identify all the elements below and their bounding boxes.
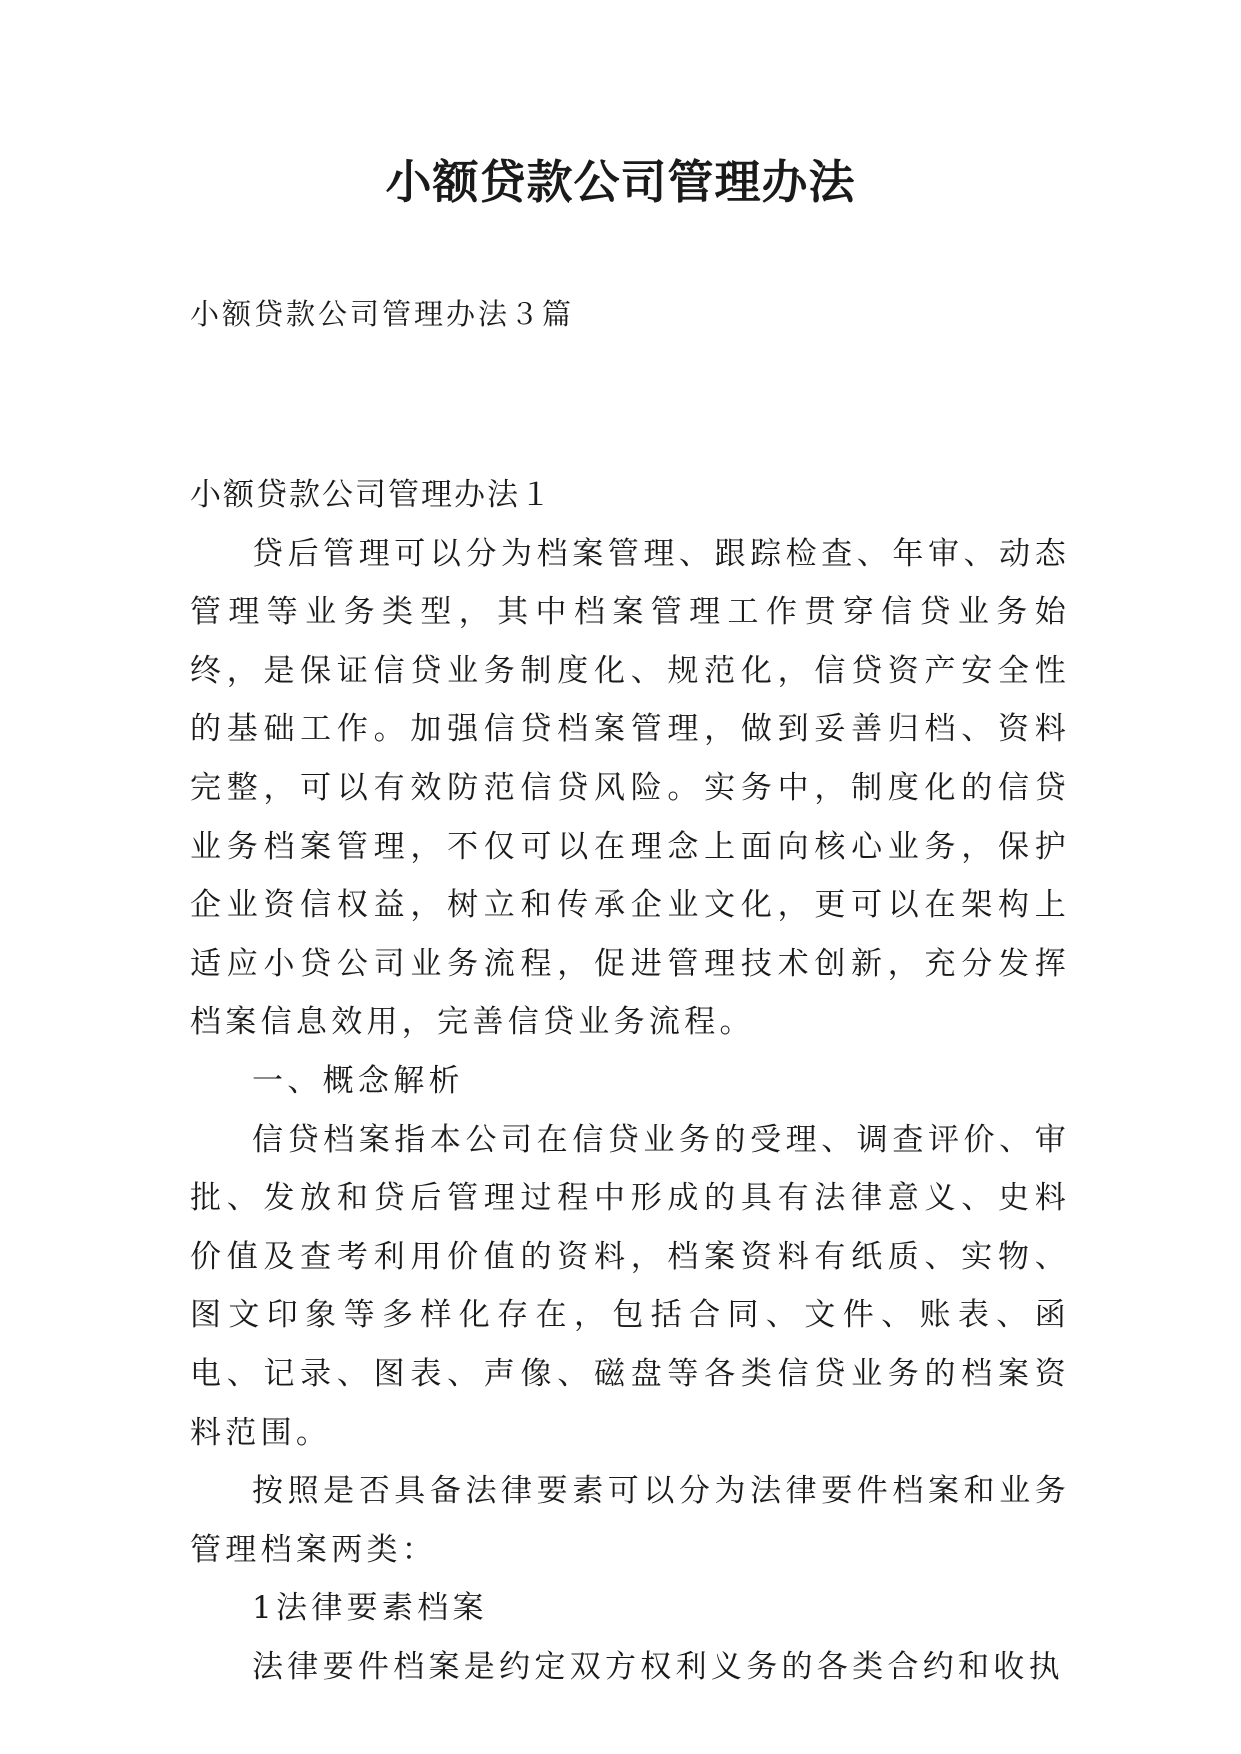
section-heading-concept: 一、概念解析 bbox=[252, 1062, 464, 1099]
document-subtitle: 小额贷款公司管理办法３篇 bbox=[190, 297, 575, 331]
section-title: 小额贷款公司管理办法１ bbox=[190, 477, 553, 513]
body-paragraph: 贷后管理可以分为档案管理、跟踪检查、年审、动态管理等业务类型，其中档案管理工作贯穿信贷业务始终，是保证信贷业务制度化、规范化，信贷资产安全性的基础工作。加强信贷档案管理，做到妥善归档、资料完整，可以有效防范信贷风险。实务中，制度化的信贷业务档案管理，不仅可以在理念上面向核心业务，保护企业资信权益，树立和传承企业文化，更可以在架构上适应小贷公司业务流程，促进管理技术创新，充分发挥档案信息效用，完善信贷业务流程。 bbox=[190, 535, 1070, 1041]
body-paragraph: 法律要件档案是约定双方权利义务的各类合约和收执 bbox=[252, 1648, 1064, 1685]
document-title: 小额贷款公司管理办法 bbox=[385, 155, 856, 209]
body-paragraph: 信贷档案指本公司在信贷业务的受理、调查评价、审批、发放和贷后管理过程中形成的具有法律意义、史料价值及查考利用价值的资料，档案资料有纸质、实物、图文印象等多样化存在，包括合同、文件、账表、函电、记录、图表、声像、磁盘等各类信贷业务的档案资料范围。 bbox=[190, 1121, 1070, 1451]
document-body bbox=[190, 466, 1070, 1696]
subsection-heading: 1法律要素档案 bbox=[252, 1590, 488, 1627]
body-paragraph: 按照是否具备法律要素可以分为法律要件档案和业务管理档案两类： bbox=[190, 1473, 1070, 1568]
